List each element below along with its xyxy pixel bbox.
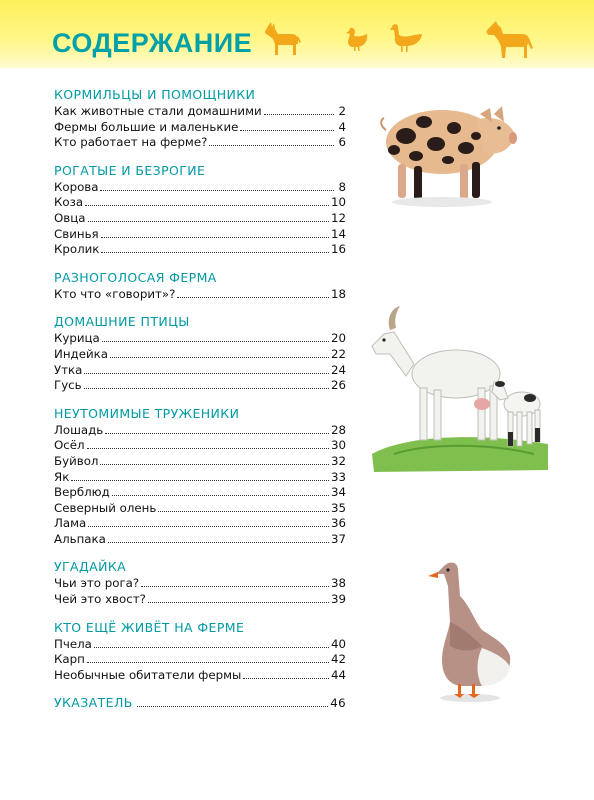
dot-leader	[71, 479, 329, 481]
entry-label: Лошадь	[54, 422, 104, 437]
entry-label: Коза	[54, 195, 84, 210]
toc-entry[interactable]	[54, 438, 346, 454]
entry-page-number: 10	[330, 195, 346, 210]
entry-label: Осёл	[54, 438, 85, 453]
toc-section	[54, 558, 346, 607]
entry-label: Чьи это рога?	[54, 576, 140, 591]
toc-entry[interactable]	[54, 592, 346, 608]
dot-leader	[88, 220, 329, 222]
horse-icon	[484, 20, 534, 60]
donkey-icon	[262, 22, 302, 58]
section-title: КОРМИЛЬЦЫ И ПОМОЩНИКИ	[54, 87, 256, 102]
toc-entry[interactable]	[54, 135, 346, 151]
entry-page-number: 4	[338, 119, 346, 134]
toc-entry[interactable]	[54, 104, 346, 120]
dot-leader	[209, 144, 334, 146]
entry-label: Кролик	[54, 242, 100, 257]
entry-label: Необычные обитатели фермы	[54, 667, 242, 682]
toc-section	[54, 269, 346, 303]
toc-entry[interactable]	[54, 532, 346, 548]
entry-label: Свинья	[54, 226, 99, 241]
entry-page-number: 36	[330, 516, 346, 531]
entry-label: Буйвол	[54, 453, 99, 468]
entry-label: Кто что «говорит»?	[54, 286, 176, 301]
dot-leader	[84, 387, 329, 389]
toc-entry[interactable]	[54, 516, 346, 532]
dot-leader	[88, 525, 329, 527]
entry-page-number: 37	[330, 531, 346, 546]
entry-page-number: 20	[330, 331, 346, 346]
entry-label: Индейка	[54, 346, 108, 361]
entry-label: Альпака	[54, 531, 106, 546]
toc-entry[interactable]	[54, 331, 346, 347]
toc-entry[interactable]	[54, 120, 346, 136]
toc-entry[interactable]	[54, 180, 346, 196]
dot-leader	[108, 541, 329, 543]
entry-page-number: 2	[338, 104, 346, 118]
entry-page-number: 42	[330, 652, 346, 667]
entry-label: Гусь	[54, 378, 82, 393]
goose-illustration	[424, 556, 524, 706]
entry-page-number: 18	[330, 286, 346, 301]
entry-label: Корова	[54, 179, 99, 194]
section-title: РАЗНОГОЛОСАЯ ФЕРМА	[54, 269, 217, 285]
dot-leader	[87, 661, 329, 663]
toc-entry[interactable]	[54, 211, 346, 227]
toc-section	[54, 86, 346, 151]
entry-page-number: 24	[330, 362, 346, 377]
dot-leader	[110, 356, 329, 358]
dot-leader	[158, 510, 329, 512]
table-of-contents	[54, 86, 346, 723]
toc-entry[interactable]	[54, 378, 346, 394]
entry-label: Чей это хвост?	[54, 592, 146, 607]
dot-leader	[112, 494, 329, 496]
entry-label: Як	[54, 469, 70, 484]
entry-label: Как животные стали домашними	[54, 104, 262, 118]
toc-entry[interactable]	[54, 470, 346, 486]
dot-leader	[102, 340, 329, 342]
entry-page-number: 30	[330, 438, 346, 453]
duck-icon	[344, 26, 370, 52]
toc-entry[interactable]	[54, 454, 346, 470]
toc-entry[interactable]	[54, 347, 346, 363]
dot-leader	[105, 432, 329, 434]
entry-page-number: 46	[330, 696, 346, 711]
entry-page-number: 44	[330, 667, 346, 682]
dot-leader	[100, 189, 334, 191]
entry-page-number: 16	[330, 242, 346, 257]
entry-label: Северный олень	[54, 500, 157, 515]
dot-leader	[101, 251, 329, 253]
toc-entry[interactable]	[54, 637, 346, 653]
goats-illustration	[364, 304, 554, 476]
dot-leader	[148, 601, 329, 603]
toc-entry[interactable]	[54, 227, 346, 243]
page-title: СОДЕРЖАНИЕ	[52, 28, 253, 58]
dot-leader	[84, 372, 329, 374]
dot-leader	[87, 447, 329, 449]
toc-entry[interactable]	[54, 242, 346, 258]
entry-page-number: 34	[330, 485, 346, 500]
entry-page-number: 33	[330, 469, 346, 484]
section-title: УГАДАЙКА	[54, 559, 127, 575]
entry-label: Овца	[54, 210, 86, 225]
header-band	[0, 0, 594, 68]
entry-page-number: 40	[330, 636, 346, 651]
dot-leader	[85, 204, 329, 206]
entry-page-number: 32	[330, 453, 346, 468]
entry-page-number: 12	[330, 210, 346, 225]
dot-leader	[177, 296, 329, 298]
entry-label: Карп	[54, 652, 85, 667]
entry-page-number: 26	[330, 378, 346, 393]
dot-leader	[94, 646, 329, 648]
toc-section	[54, 619, 346, 684]
toc-entry[interactable]	[54, 501, 346, 517]
entry-page-number: 28	[330, 422, 346, 437]
section-title: РОГАТЫЕ И БЕЗРОГИЕ	[54, 162, 206, 178]
dot-leader	[240, 129, 334, 131]
entry-page-number: 22	[330, 346, 346, 361]
section-title: КТО ЕЩЁ ЖИВЁТ НА ФЕРМЕ	[54, 619, 245, 635]
entry-label: Кто работает на ферме?	[54, 135, 208, 150]
toc-entry[interactable]	[54, 485, 346, 501]
section-title: ДОМАШНИЕ ПТИЦЫ	[54, 314, 190, 330]
dot-leader	[100, 463, 329, 465]
toc-entry[interactable]	[54, 287, 346, 303]
toc-entry[interactable]	[54, 668, 346, 684]
dot-leader	[243, 677, 329, 679]
entry-page-number: 14	[330, 226, 346, 241]
toc-entry[interactable]	[54, 363, 346, 379]
entry-page-number: 38	[330, 576, 346, 591]
entry-page-number: 39	[330, 592, 346, 607]
toc-section	[54, 162, 346, 258]
goose-icon	[388, 22, 424, 54]
entry-label: Утка	[54, 362, 83, 377]
toc-entry[interactable]	[54, 195, 346, 211]
entry-label: Пчела	[54, 636, 92, 651]
index-row	[54, 694, 346, 712]
dot-leader	[264, 113, 334, 115]
dot-leader	[101, 236, 329, 238]
toc-section-index[interactable]	[54, 694, 346, 712]
entry-label: Верблюд	[54, 485, 110, 500]
dot-leader	[141, 585, 329, 587]
entry-label: Курица	[54, 331, 100, 346]
section-title: УКАЗАТЕЛЬ	[54, 695, 133, 711]
toc-entry[interactable]	[54, 652, 346, 668]
toc-section	[54, 313, 346, 393]
toc-entry[interactable]	[54, 576, 346, 592]
pig-illustration	[376, 100, 518, 210]
entry-page-number: 8	[338, 179, 346, 194]
entry-page-number: 6	[338, 135, 346, 150]
toc-section	[54, 405, 346, 548]
entry-label: Фермы большие и маленькие	[54, 119, 239, 134]
toc-entry[interactable]	[54, 423, 346, 439]
entry-page-number: 35	[330, 500, 346, 515]
entry-label: Лама	[54, 516, 87, 531]
section-title: НЕУТОМИМЫЕ ТРУЖЕНИКИ	[54, 405, 240, 421]
dot-leader	[137, 705, 328, 707]
